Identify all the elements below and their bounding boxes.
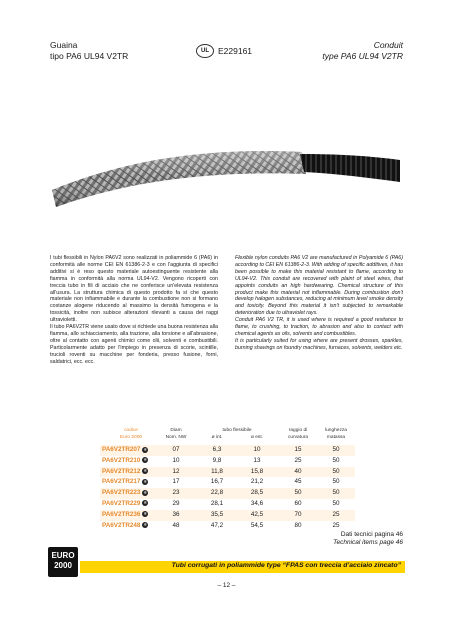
- code-label: PA6V2TR248: [102, 521, 141, 529]
- table-row: [100, 467, 355, 478]
- specs-table: [100, 427, 355, 531]
- ul-number: E229161: [218, 46, 253, 56]
- approval-mark-icon: ®: [143, 468, 147, 474]
- description-en-p1: Flexible nylon conduits PA6 V2 are manufactured in Polyamide 6 (PA6) according to CEI EN 61386-2-3. With adding of specific additives, it has been possible to make this material resistant to flame, according to UL94-V2. This conduit are recovered with plaint of steel wires, that appoints conduits an high hardwearing. Chemical structure of this product make this material not inflammable. During combustion don't develop halogen substances, reducing at minimum level smoke density and toxicity. Beyond this material it isn't subjected to remarkable deterioration due to ultraviolet rays.: [235, 255, 403, 317]
- cell-diam-nom: 23: [172, 489, 180, 497]
- header-int: ø int.: [211, 435, 223, 440]
- title-en-line1: Conduit: [373, 40, 403, 50]
- header-right: [322, 40, 403, 62]
- cell-lunghezza: 25: [332, 510, 340, 518]
- header-code: codice Euro 2000: [119, 428, 143, 440]
- approval-mark-icon: ®: [143, 478, 147, 484]
- cell-diam-nom: 10: [172, 456, 180, 464]
- table-header: [100, 427, 355, 445]
- ul-logo-icon: UL: [196, 44, 214, 58]
- approval-mark-icon: ®: [143, 489, 147, 495]
- table-row: [100, 499, 355, 510]
- cell-raggio: 60: [294, 499, 302, 507]
- description-en: [235, 255, 403, 352]
- cell-diam-nom: 07: [172, 446, 180, 453]
- cell-diam-int: 28,1: [210, 499, 224, 507]
- header-left: [50, 40, 128, 62]
- header-lunghezza: lunghezza matassa: [325, 428, 347, 440]
- description-en-p3: It is particularly suited for using where are present drosses, sparkles, burning shavings on foundry machines, furnaces, solvents, welders etc.: [235, 337, 403, 351]
- header-diam: Diam Nom. NW: [165, 428, 187, 440]
- title-it-line2: tipo PA6 UL94 V2TR: [50, 51, 129, 61]
- cell-lunghezza: 50: [332, 456, 340, 464]
- header-raggio: raggio di curvatura: [288, 428, 308, 440]
- table-row: [100, 445, 355, 456]
- approval-mark-icon: ®: [143, 457, 147, 463]
- tech-reference: [333, 531, 403, 547]
- cell-code: [100, 489, 164, 496]
- header-est: ø est.: [251, 435, 263, 440]
- description-en-p2: Conduit PA6 V2 TR, it is used where is required a good resitance to flame, to crushing, to traction, to abrasion and also to contact with chemical agents as oils, solvents and combustibles.: [235, 317, 403, 337]
- cell-diam-est: 21,2: [250, 478, 264, 486]
- cell-raggio: 45: [294, 478, 302, 486]
- code-label: PA6V2TR236: [102, 510, 141, 518]
- cell-code: [100, 500, 164, 507]
- cell-lunghezza: 25: [332, 521, 340, 529]
- cell-diam-est: 10: [253, 446, 261, 453]
- cell-diam-int: 9,8: [212, 456, 222, 464]
- footer-banner-text: Tubi corrugati in poliammide type “FPAS con treccia d’acciaio zincato”: [171, 562, 401, 569]
- approval-mark-icon: ®: [143, 522, 147, 528]
- header-tube: tubo flessibile: [222, 428, 252, 433]
- title-it-line1: Guaina: [50, 40, 78, 50]
- cell-code: [100, 478, 164, 485]
- cell-diam-int: 47,2: [210, 521, 224, 529]
- cell-raggio: 50: [294, 489, 302, 497]
- conduit-photo: [50, 112, 403, 207]
- table-row: [100, 488, 355, 499]
- code-label: PA6V2TR223: [102, 489, 141, 497]
- cell-raggio: 15: [294, 446, 302, 453]
- cell-lunghezza: 50: [332, 467, 340, 475]
- approval-mark-icon: ®: [143, 500, 147, 506]
- cell-diam-int: 35,5: [210, 510, 224, 518]
- cell-raggio: 80: [294, 521, 302, 529]
- description-it-p2: Il tubo PA6V2TR viene usato dove si richiede una buona resistenza alla fiamma, allo schiacciamento, alla trazione, alla torsione e all'abrasione, oltre al contatto con agenti chimici come olii, solventi e combustibili. Particolarmente adatto per l'impiego in presenza di scorie, scintille, trucioli roventi su macchine per fonderia, presso fusione, forni, saldatrici, ecc. ecc.: [50, 324, 218, 365]
- table-row: [100, 510, 355, 521]
- code-label: PA6V2TR229: [102, 499, 141, 507]
- cell-code: [100, 457, 164, 464]
- code-label: PA6V2TR207: [102, 446, 141, 453]
- table-row: [100, 456, 355, 467]
- cell-code: [100, 511, 164, 518]
- page-number: – 12 –: [217, 582, 236, 589]
- code-label: PA6V2TR217: [102, 478, 141, 486]
- cell-code: [100, 446, 164, 453]
- cell-diam-est: 13: [253, 456, 261, 464]
- description-it: [50, 255, 218, 366]
- cell-lunghezza: 50: [332, 499, 340, 507]
- table-row: [100, 477, 355, 488]
- cell-code: [100, 522, 164, 529]
- code-label: PA6V2TR210: [102, 456, 141, 464]
- cell-diam-nom: 36: [172, 510, 180, 518]
- cell-diam-est: 54,5: [250, 521, 264, 529]
- table-row: [100, 521, 355, 532]
- approval-mark-icon: ®: [143, 446, 147, 452]
- cell-diam-est: 42,5: [250, 510, 264, 518]
- cell-raggio: 70: [294, 510, 302, 518]
- cell-raggio: 25: [294, 456, 302, 464]
- cell-diam-int: 6,3: [212, 446, 222, 453]
- cell-diam-est: 34,6: [250, 499, 264, 507]
- cell-diam-nom: 17: [172, 478, 180, 486]
- cell-diam-int: 16,7: [210, 478, 224, 486]
- corrugated-core: [300, 154, 400, 182]
- cell-lunghezza: 50: [332, 489, 340, 497]
- euro2000-logo: EURO 2000: [48, 547, 78, 577]
- tech-reference-it: Dati tecnici pagina 46: [340, 531, 403, 538]
- cell-diam-nom: 48: [172, 521, 180, 529]
- cell-diam-nom: 29: [172, 499, 180, 507]
- cell-diam-nom: 12: [172, 467, 180, 475]
- cell-lunghezza: 50: [332, 478, 340, 486]
- footer-banner: [80, 561, 405, 573]
- description-it-p1: I tubi flessibili in Nylon PA6V2 sono realizzati in poliammide 6 (PA6) in conformità alle norme CEI EN 61386-2-3 e con l'aggiunta di specifici additivi si è reso questo materiale autoestinguente resistente alla fiamma in conformità alla norma UL94-V2. Vengono ricoperti con treccia tubo in fili di acciaio che ne conferisce un'elevata resistenza all'usura. La struttura chimica di questo prodotto fa sì che questo materiale non infiammabile e durante la combustione non si formano costanze alogene riducendo al massimo la densità fumogena e la tossicità, inoltre non subisce alterazioni rilevanti a causa dei raggi ultravioletti.: [50, 255, 218, 324]
- cell-diam-int: 11,8: [211, 467, 223, 475]
- code-label: PA6V2TR212: [102, 467, 141, 475]
- cell-diam-int: 22,8: [210, 489, 224, 497]
- cell-code: [100, 468, 164, 475]
- cell-lunghezza: 50: [332, 446, 340, 453]
- cell-diam-est: 15,8: [250, 467, 264, 475]
- approval-mark-icon: ®: [143, 511, 147, 517]
- tech-reference-en: Technical items page 46: [333, 539, 403, 546]
- title-en-line2: type PA6 UL94 V2TR: [322, 51, 403, 61]
- cell-diam-est: 28,5: [250, 489, 264, 497]
- cell-raggio: 40: [294, 467, 302, 475]
- table-body: [100, 445, 355, 531]
